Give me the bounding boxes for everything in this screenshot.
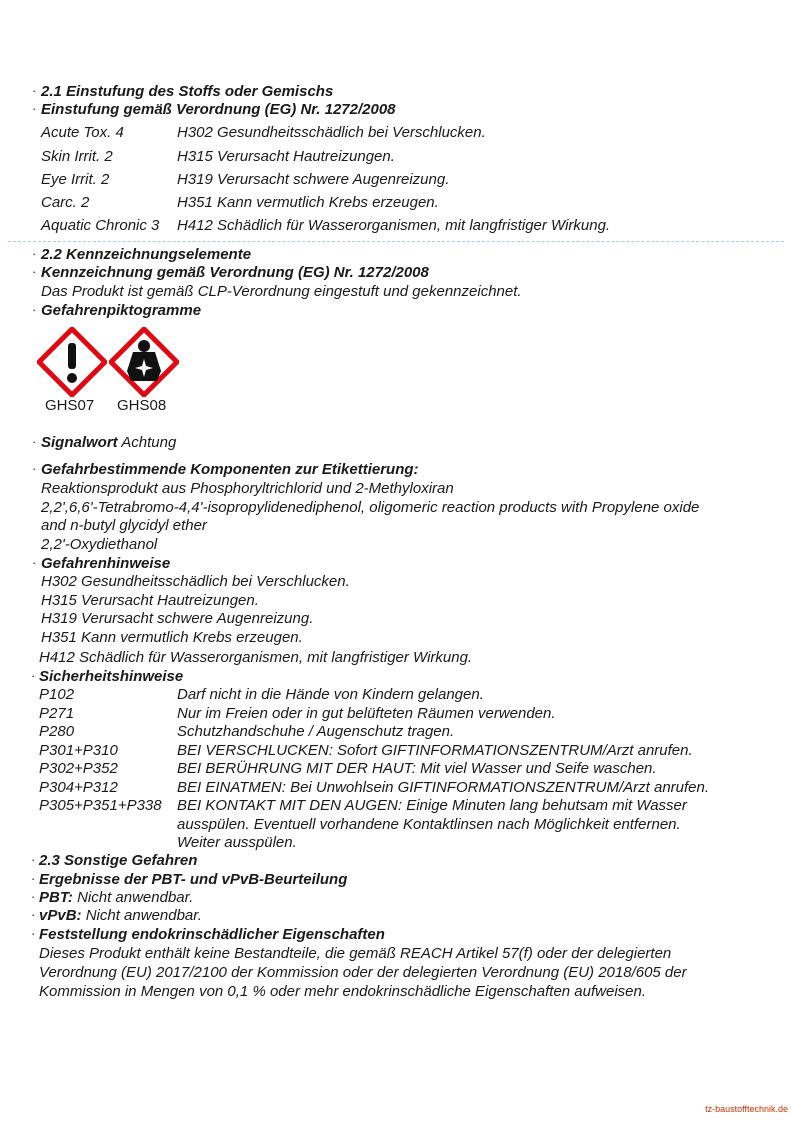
pictogram-label: GHS08 — [117, 397, 167, 414]
hazard-statement: H302 Gesundheitsschädlich bei Verschlucken. — [41, 573, 350, 590]
class-category: Carc. 2 — [41, 194, 90, 211]
p-code: P304+P312 — [39, 779, 118, 796]
p-code: P271 — [39, 705, 75, 722]
bullet: · — [31, 889, 36, 904]
section-title-2-2: 2.2 Kennzeichnungselemente — [41, 246, 252, 263]
pictogram-label: GHS07 — [45, 397, 95, 414]
class-category: Eye Irrit. 2 — [41, 171, 110, 188]
p-code: P302+P352 — [39, 760, 118, 777]
labelling-subtitle: Kennzeichnung gemäß Verordnung (EG) Nr. 1272/2008 — [41, 264, 429, 281]
signal-word-label: Signalwort — [41, 434, 118, 451]
p-statement: BEI EINATMEN: Bei Unwohlsein GIFTINFORMATIONSZENTRUM/Arzt anrufen. — [177, 779, 710, 796]
vpvb-label: vPvB: — [39, 907, 82, 924]
hazard-statement: H412 Schädlich für Wasserorganismen, mit langfristiger Wirkung. — [39, 649, 473, 666]
p-statement: BEI BERÜHRUNG MIT DER HAUT: Mit viel Wasser und Seife waschen. — [177, 760, 657, 777]
pbt-result — [39, 889, 193, 907]
endocrine-text: Kommission in Mengen von 0,1 % oder mehr endokrinschädliche Eigenschaften aufweisen. — [39, 983, 647, 1000]
class-statement: H351 Kann vermutlich Krebs erzeugen. — [177, 194, 439, 211]
endocrine-text: Verordnung (EU) 2017/2100 der Kommission oder der delegierten Verordnung (EU) 2018/605 der — [39, 964, 687, 981]
class-statement: H302 Gesundheitsschädlich bei Verschlucken. — [177, 124, 486, 141]
p-code: P301+P310 — [39, 742, 118, 759]
p-statement: Nur im Freien oder in gut belüfteten Räumen verwenden. — [177, 705, 556, 722]
p-code: P305+P351+P338 — [39, 797, 162, 814]
hazard-statement: H315 Verursacht Hautreizungen. — [41, 592, 259, 609]
precautionary-title: Sicherheitshinweise — [39, 668, 184, 685]
bullet: · — [32, 101, 37, 116]
vpvb-result — [39, 907, 202, 925]
class-category: Aquatic Chronic 3 — [41, 217, 160, 234]
class-statement: H319 Verursacht schwere Augenreizung. — [177, 171, 450, 188]
clp-note: Das Produkt ist gemäß CLP-Verordnung eingestuft und gekennzeichnet. — [41, 283, 522, 300]
class-category: Skin Irrit. 2 — [41, 148, 113, 165]
hazard-statements-title: Gefahrenhinweise — [41, 555, 171, 572]
p-statement-cont: Weiter ausspülen. — [177, 834, 297, 851]
section-title-2-1: 2.1 Einstufung des Stoffs oder Gemischs — [41, 83, 334, 100]
p-statement-cont: ausspülen. Eventuell vorhandene Kontaktlinsen nach Möglichkeit entfernen. — [177, 816, 681, 833]
bullet: · — [32, 264, 37, 279]
endocrine-title: Feststellung endokrinschädlicher Eigenschaften — [39, 926, 385, 943]
component-line: and n-butyl glycidyl ether — [41, 517, 207, 534]
pictograms-title: Gefahrenpiktogramme — [41, 302, 202, 319]
pbt-value: Nicht anwendbar. — [77, 889, 194, 906]
signal-word — [41, 434, 176, 452]
component-line: 2,2'-Oxydiethanol — [41, 536, 158, 553]
pbt-label: PBT: — [39, 889, 73, 906]
p-code: P102 — [39, 686, 75, 703]
p-statement: BEI KONTAKT MIT DEN AUGEN: Einige Minuten lang behutsam mit Wasser — [177, 797, 687, 814]
p-code: P280 — [39, 723, 75, 740]
hazard-statement: H319 Verursacht schwere Augenreizung. — [41, 610, 314, 627]
pbt-assessment-title: Ergebnisse der PBT- und vPvB-Beurteilung — [39, 871, 348, 888]
bullet: · — [32, 246, 37, 261]
p-statement: BEI VERSCHLUCKEN: Sofort GIFTINFORMATIONSZENTRUM/Arzt anrufen. — [177, 742, 693, 759]
bullet: · — [31, 871, 36, 886]
page-break-divider — [8, 241, 784, 242]
bullet: · — [31, 907, 36, 922]
p-statement: Schutzhandschuhe / Augenschutz tragen. — [177, 723, 455, 740]
classification-subtitle: Einstufung gemäß Verordnung (EG) Nr. 1272/2008 — [41, 101, 396, 118]
vpvb-value: Nicht anwendbar. — [85, 907, 202, 924]
bullet: · — [32, 83, 37, 98]
signal-word-value: Achtung — [121, 434, 177, 451]
footer-website: tz-baustofftechnik.de — [705, 1104, 788, 1114]
p-statement: Darf nicht in die Hände von Kindern gelangen. — [177, 686, 484, 703]
endocrine-text: Dieses Produkt enthält keine Bestandteile, die gemäß REACH Artikel 57(f) oder der delegierten — [39, 945, 672, 962]
components-title: Gefahrbestimmende Komponenten zur Etikettierung: — [41, 461, 419, 478]
bullet: · — [31, 668, 36, 683]
bullet: · — [32, 555, 37, 570]
bullet: · — [32, 461, 37, 476]
bullet: · — [31, 926, 36, 941]
bullet: · — [32, 302, 37, 317]
component-line: Reaktionsprodukt aus Phosphoryltrichlorid und 2-Methyloxiran — [41, 480, 454, 497]
component-line: 2,2',6,6'-Tetrabromo-4,4'-isopropylidenediphenol, oligomeric reaction products with Propylene oxide — [41, 499, 700, 516]
bullet: · — [31, 852, 36, 867]
hazard-statement: H351 Kann vermutlich Krebs erzeugen. — [41, 629, 303, 646]
class-statement: H315 Verursacht Hautreizungen. — [177, 148, 395, 165]
class-statement: H412 Schädlich für Wasserorganismen, mit langfristiger Wirkung. — [177, 217, 611, 234]
ghs07-exclamation-icon — [37, 327, 107, 397]
section-title-2-3: 2.3 Sonstige Gefahren — [39, 852, 198, 869]
ghs08-health-hazard-icon — [109, 327, 179, 397]
class-category: Acute Tox. 4 — [41, 124, 124, 141]
bullet: · — [32, 434, 37, 449]
